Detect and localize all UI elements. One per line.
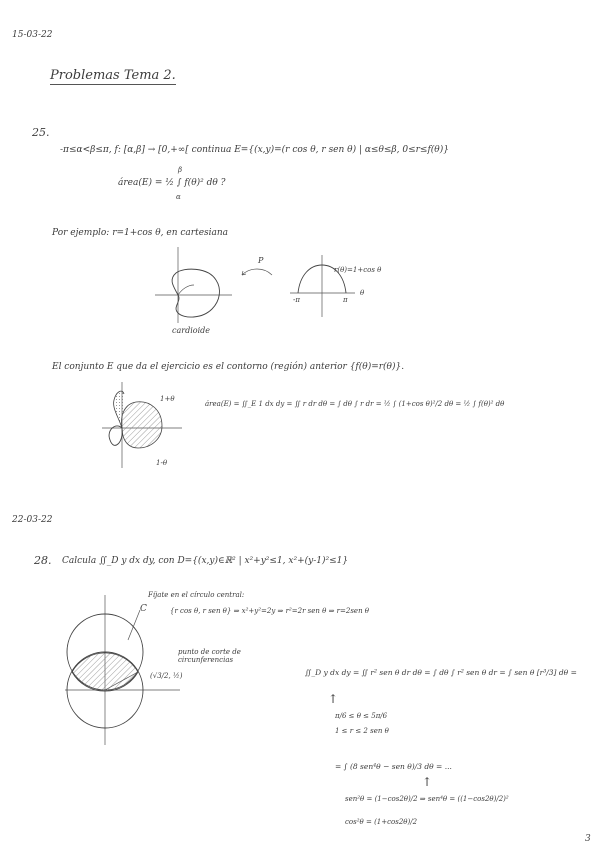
- problem-28-statement: Calcula ∬_D y dx dy, con D={(x,y)∈ℝ² | x²+y²≤1, x²+(y-1)²≤1}: [62, 556, 349, 566]
- shaded-region-figure: [100, 380, 190, 470]
- identity-cos: cos²θ = (1+cos2θ)/2: [345, 818, 418, 826]
- cut-point-coords: (√3/2, ½): [150, 672, 183, 680]
- page-number: 3: [585, 834, 591, 844]
- circle-note-top: Fíjate en el círculo central:: [148, 591, 245, 599]
- axis-label-pi: π: [343, 296, 348, 304]
- integral-upper-limit: β: [178, 166, 183, 174]
- cut-point-note: punto de corte de circunferencias: [178, 648, 241, 664]
- arrow-label: P: [258, 256, 264, 265]
- problem-28-number: 28.: [34, 554, 52, 567]
- cardioid-label: cardioide: [172, 326, 210, 335]
- integral-computation: ∬_D y dx dy = ∬ r² sen θ dr dθ = ∫ dθ ∫ r² sen θ dr = ∫ sen θ [r³/3] dθ =: [305, 668, 577, 677]
- up-arrow-2: ↑: [422, 775, 433, 789]
- identity-sin: sen²θ = (1−cos2θ)/2 ⇒ sen⁴θ = ((1−cos2θ)/2)²: [345, 795, 509, 803]
- conclusion-text: El conjunto E que da el ejercicio es el contorno (región) anterior {f(θ)=r(θ)}.: [52, 362, 405, 372]
- next-step-line: = ∫ (8 sen⁴θ − sen θ)/3 dθ = ...: [335, 762, 452, 771]
- region-r-bounds: 1 ≤ r ≤ 2 sen θ: [335, 727, 389, 735]
- region-label-top: 1+θ: [160, 395, 175, 403]
- problem-statement-line2: área(E) = ½ ∫ f(θ)² dθ ?: [118, 178, 226, 188]
- page-title: Problemas Tema 2.: [50, 68, 176, 83]
- problem-statement-line1: -π≤α<β≤π, f: [α,β] → [0,+∞[ continua E={(x,y)=(r cos θ, r sen θ) | α≤θ≤β, 0≤r≤f(θ)}: [60, 145, 449, 155]
- date-header-2: 22-03-22: [12, 515, 53, 525]
- area-formula: área(E) = ∬_E 1 dx dy = ∬ r dr dθ = ∫ dθ ∫ r dr = ½ ∫ (1+cos θ)²/2 dθ = ½ ∫ f(θ)² dθ: [205, 400, 505, 408]
- example-text: Por ejemplo: r=1+cos θ, en cartesiana: [52, 228, 229, 238]
- region-theta-bounds: π/6 ≤ θ ≤ 5π/6: [335, 712, 388, 720]
- circle-label-c: C: [140, 604, 147, 614]
- region-label-bottom: 1-θ: [156, 459, 168, 467]
- problem-number: 25.: [32, 126, 50, 139]
- circle-equation: {r cos θ, r sen θ} ⇒ x²+y²=2y ⇒ r²=2r sen θ ⇒ r=2sen θ: [170, 607, 370, 615]
- integral-lower-limit: α: [176, 193, 181, 201]
- axis-label-theta: θ: [360, 289, 365, 297]
- up-arrow-1: ↑: [328, 692, 339, 706]
- axis-label-neg-pi: -π: [293, 296, 300, 304]
- polar-curve-label: r(θ)=1+cos θ: [334, 266, 382, 274]
- date-header: 15-03-22: [12, 30, 53, 40]
